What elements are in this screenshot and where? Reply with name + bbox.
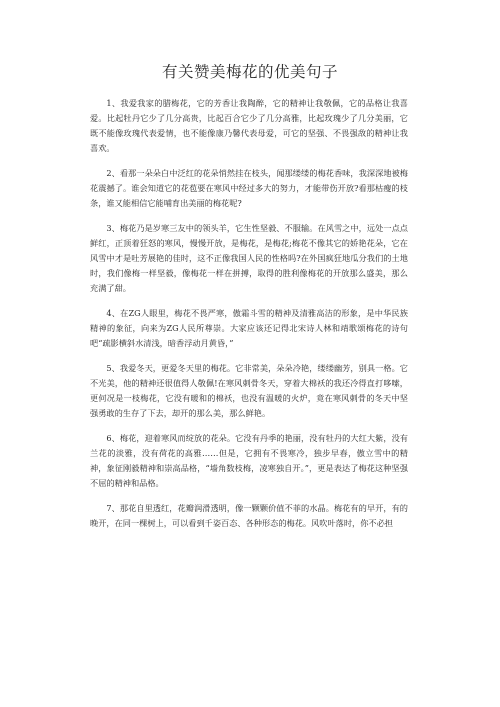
paragraph-1: 1、我爱我家的腊梅花，它的芳香让我陶醉，它的精神让我敬佩，它的品格让我喜爱。比起牡丹它少了几分高贵，比起百合它少了几分高雅，比起玫瑰少了几分美丽，它既不能像玫瑰代表爱情，也不能像康乃馨代表母爱，可它的坚强、不畏强敌的精神让我喜欢。 — [90, 98, 408, 153]
paragraph-2: 2、看那一朵朵白中泛红的花朵悄然挂在枝头，闻那缕缕的梅花香味，我深深地被梅花震撼了。谁会知道它的花苞要在寒风中经过多大的努力，才能带伤开放?看那枯瘦的枝条，谁又能相信它能哺育出美丽的梅花呢? — [90, 168, 408, 208]
paragraph-5: 5、我爱冬天，更爱冬天里的梅花。它非常美，朵朵冷艳，缕缕幽芳，别具一格。它不光美，他的精神还很值得人敬佩!在寒风刺骨冬天，穿着大棉袄的我还冷得直打哆嗦，更何况是一枝梅花，它没有暖和的棉袄，也没有温暖的火炉，竟在寒风刺骨的冬天中坚强勇敢的生存了下去，却开的那么美，那么鲜艳。 — [90, 363, 408, 418]
paragraph-4: 4、在ZG人眼里，梅花不畏严寒，傲霜斗雪的精神及清雅高洁的形象，是中华民族精神的象征，向来为ZG人民所尊崇。大家应该还记得北宋诗人林和靖歌颂梅花的诗句吧“疏影横斜水清浅，暗香浮动月黄昏，” — [90, 308, 408, 348]
document-title: 有关赞美梅花的优美句子 — [161, 63, 338, 81]
paragraph-6: 6、梅花，迎着寒风而绽放的花朵。它没有丹季的艳丽，没有牡丹的大红大紫，没有兰花的淡雅，没有荷花的高雅……但是，它拥有不畏寒冷，独步早春，傲立雪中的精神，象征刚毅精神和崇高品格，“墙角数枝梅，凌寒独自开。”，更是表达了梅花这种坚强不屈的精神和品格。 — [90, 433, 408, 488]
paragraph-3: 3、梅花乃是岁寒三友中的领头羊，它生性坚毅、不服输。在风雪之中，远处一点点鲜红，正顶着狂怒的寒风，慢慢开放，是梅花，是梅花;梅花不像其它的娇艳花朵，它在风雪中才是吐芳展艳的佳时，这不正像我国人民的性格吗?在外国疯狂地瓜分我们的土地时，我们像梅一样坚毅，像梅花一样在拼搏，取得的胜利像梅花的开放那么盛美，那么充满了甜。 — [90, 223, 408, 293]
document-body — [90, 96, 408, 541]
paragraph-7: 7、那花自里透红，花瓣润滑透明，像一颗颗价值不菲的水晶。梅花有的早开，有的晚开，在同一棵树上，可以看到千姿百态、各种形态的梅花。风吹叶落时，你不必担 — [90, 503, 408, 528]
